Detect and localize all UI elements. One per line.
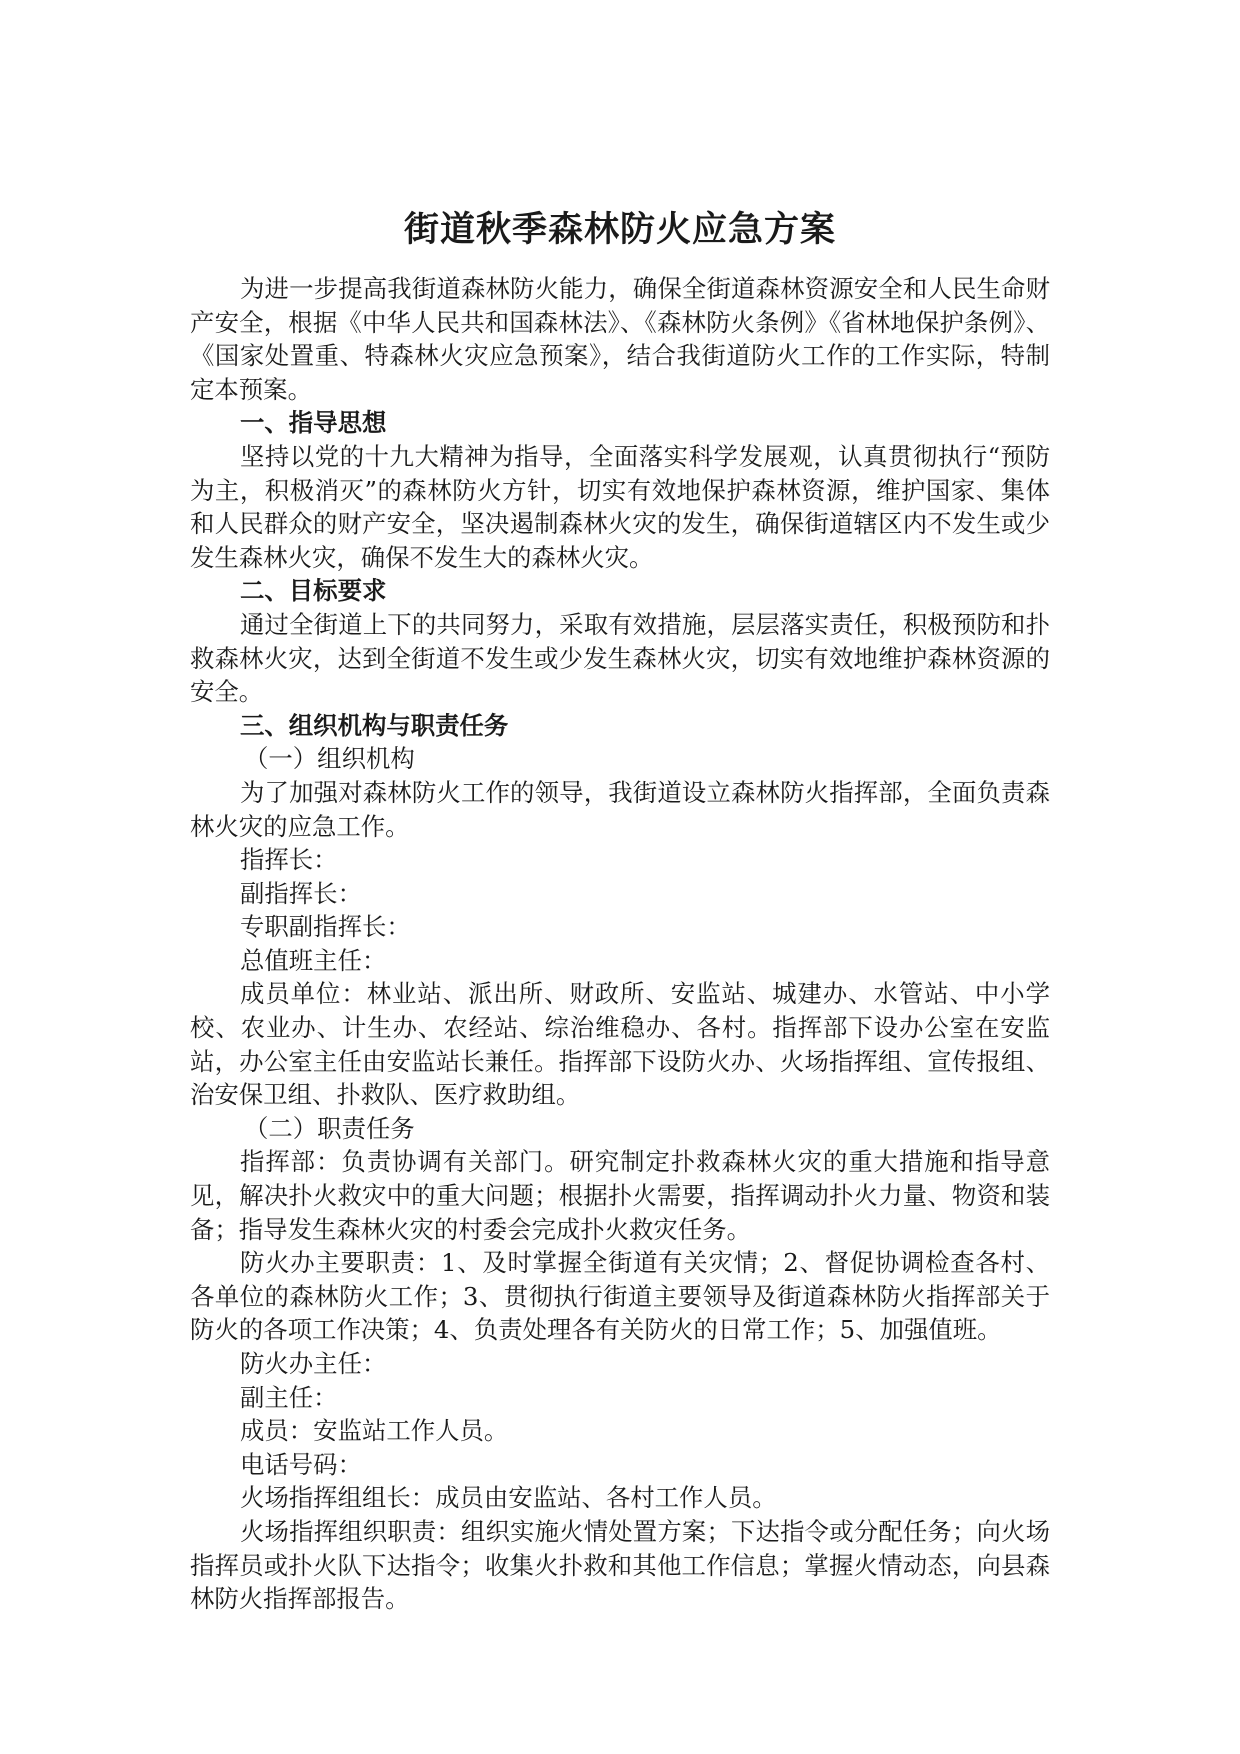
body-paragraph: 火场指挥组织职责：组织实施火情处置方案；下达指令或分配任务；向火场指挥员或扑火队下达指令；收集火扑救和其他工作信息；掌握火情动态，向县森林防火指挥部报告。 (190, 1516, 1050, 1614)
subsection-heading: （二）职责任务 (244, 1113, 415, 1143)
body-paragraph: 副指挥长： (240, 878, 362, 908)
body-paragraph: 电话号码： (240, 1449, 362, 1479)
document-title: 街道秋季森林防火应急方案 (403, 210, 836, 250)
body-paragraph: 为了加强对森林防火工作的领导，我街道设立森林防火指挥部，全面负责森林火灾的应急工作。 (190, 777, 1050, 841)
body-paragraph: 防火办主要职责：1、及时掌握全街道有关灾情；2、督促协调检查各村、各单位的森林防火工作；3、贯彻执行街道主要领导及街道森林防火指挥部关于防火的各项工作决策；4、负责处理各有关防火的日常工作；5、加强值班。 (190, 1248, 1050, 1345)
body-paragraph: 专职副指挥长： (240, 912, 411, 942)
body-paragraph: 为进一步提高我街道森林防火能力，确保全街道森林资源安全和人民生命财产安全，根据《中华人民共和国森林法》、《森林防火条例》《省林地保护条例》、《国家处置重、特森林火灾应急预案》，结合我街道防火工作的工作实际，特制定本预案。 (190, 274, 1050, 404)
section-heading: 二、目标要求 (240, 576, 387, 606)
subsection-heading: （一）组织机构 (244, 744, 415, 774)
body-paragraph: 成员单位：林业站、派出所、财政所、安监站、城建办、水管站、中小学校、农业办、计生办、农经站、综治维稳办、各村。指挥部下设办公室在安监站，办公室主任由安监站长兼任。指挥部下设防火办、火场指挥组、宣传报组、治安保卫组、扑救队、医疗救助组。 (190, 979, 1050, 1110)
body-paragraph: 总值班主任： (240, 945, 387, 975)
body-paragraph: 指挥部：负责协调有关部门。研究制定扑救森林火灾的重大措施和指导意见，解决扑火救灾中的重大问题；根据扑火需要，指挥调动扑火力量、物资和装备；指导发生森林火灾的村委会完成扑火救灾任务。 (190, 1147, 1050, 1244)
document-body (190, 272, 1050, 1616)
body-paragraph: 成员：安监站工作人员。 (240, 1416, 509, 1446)
body-paragraph: 防火办主任： (240, 1349, 387, 1378)
body-paragraph: 指挥长： (240, 845, 338, 875)
body-paragraph: 火场指挥组组长：成员由安监站、各村工作人员。 (240, 1483, 777, 1513)
body-paragraph: 坚持以党的十九大精神为指导，全面落实科学发展观，认真贯彻执行“预防为主，积极消灭”的森林防火方针，切实有效地保护森林资源，维护国家、集体和人民群众的财产安全，坚决遏制森林火灾的发生，确保街道辖区内不发生或少发生森林火灾，确保不发生大的森林火灾。 (190, 441, 1050, 572)
body-paragraph: 通过全街道上下的共同努力，采取有效措施，层层落实责任，积极预防和扑救森林火灾，达到全街道不发生或少发生森林火灾，切实有效地维护森林资源的安全。 (190, 609, 1050, 707)
section-heading: 三、组织机构与职责任务 (240, 710, 509, 740)
body-paragraph: 副主任： (240, 1382, 338, 1412)
section-heading: 一、指导思想 (240, 408, 387, 438)
